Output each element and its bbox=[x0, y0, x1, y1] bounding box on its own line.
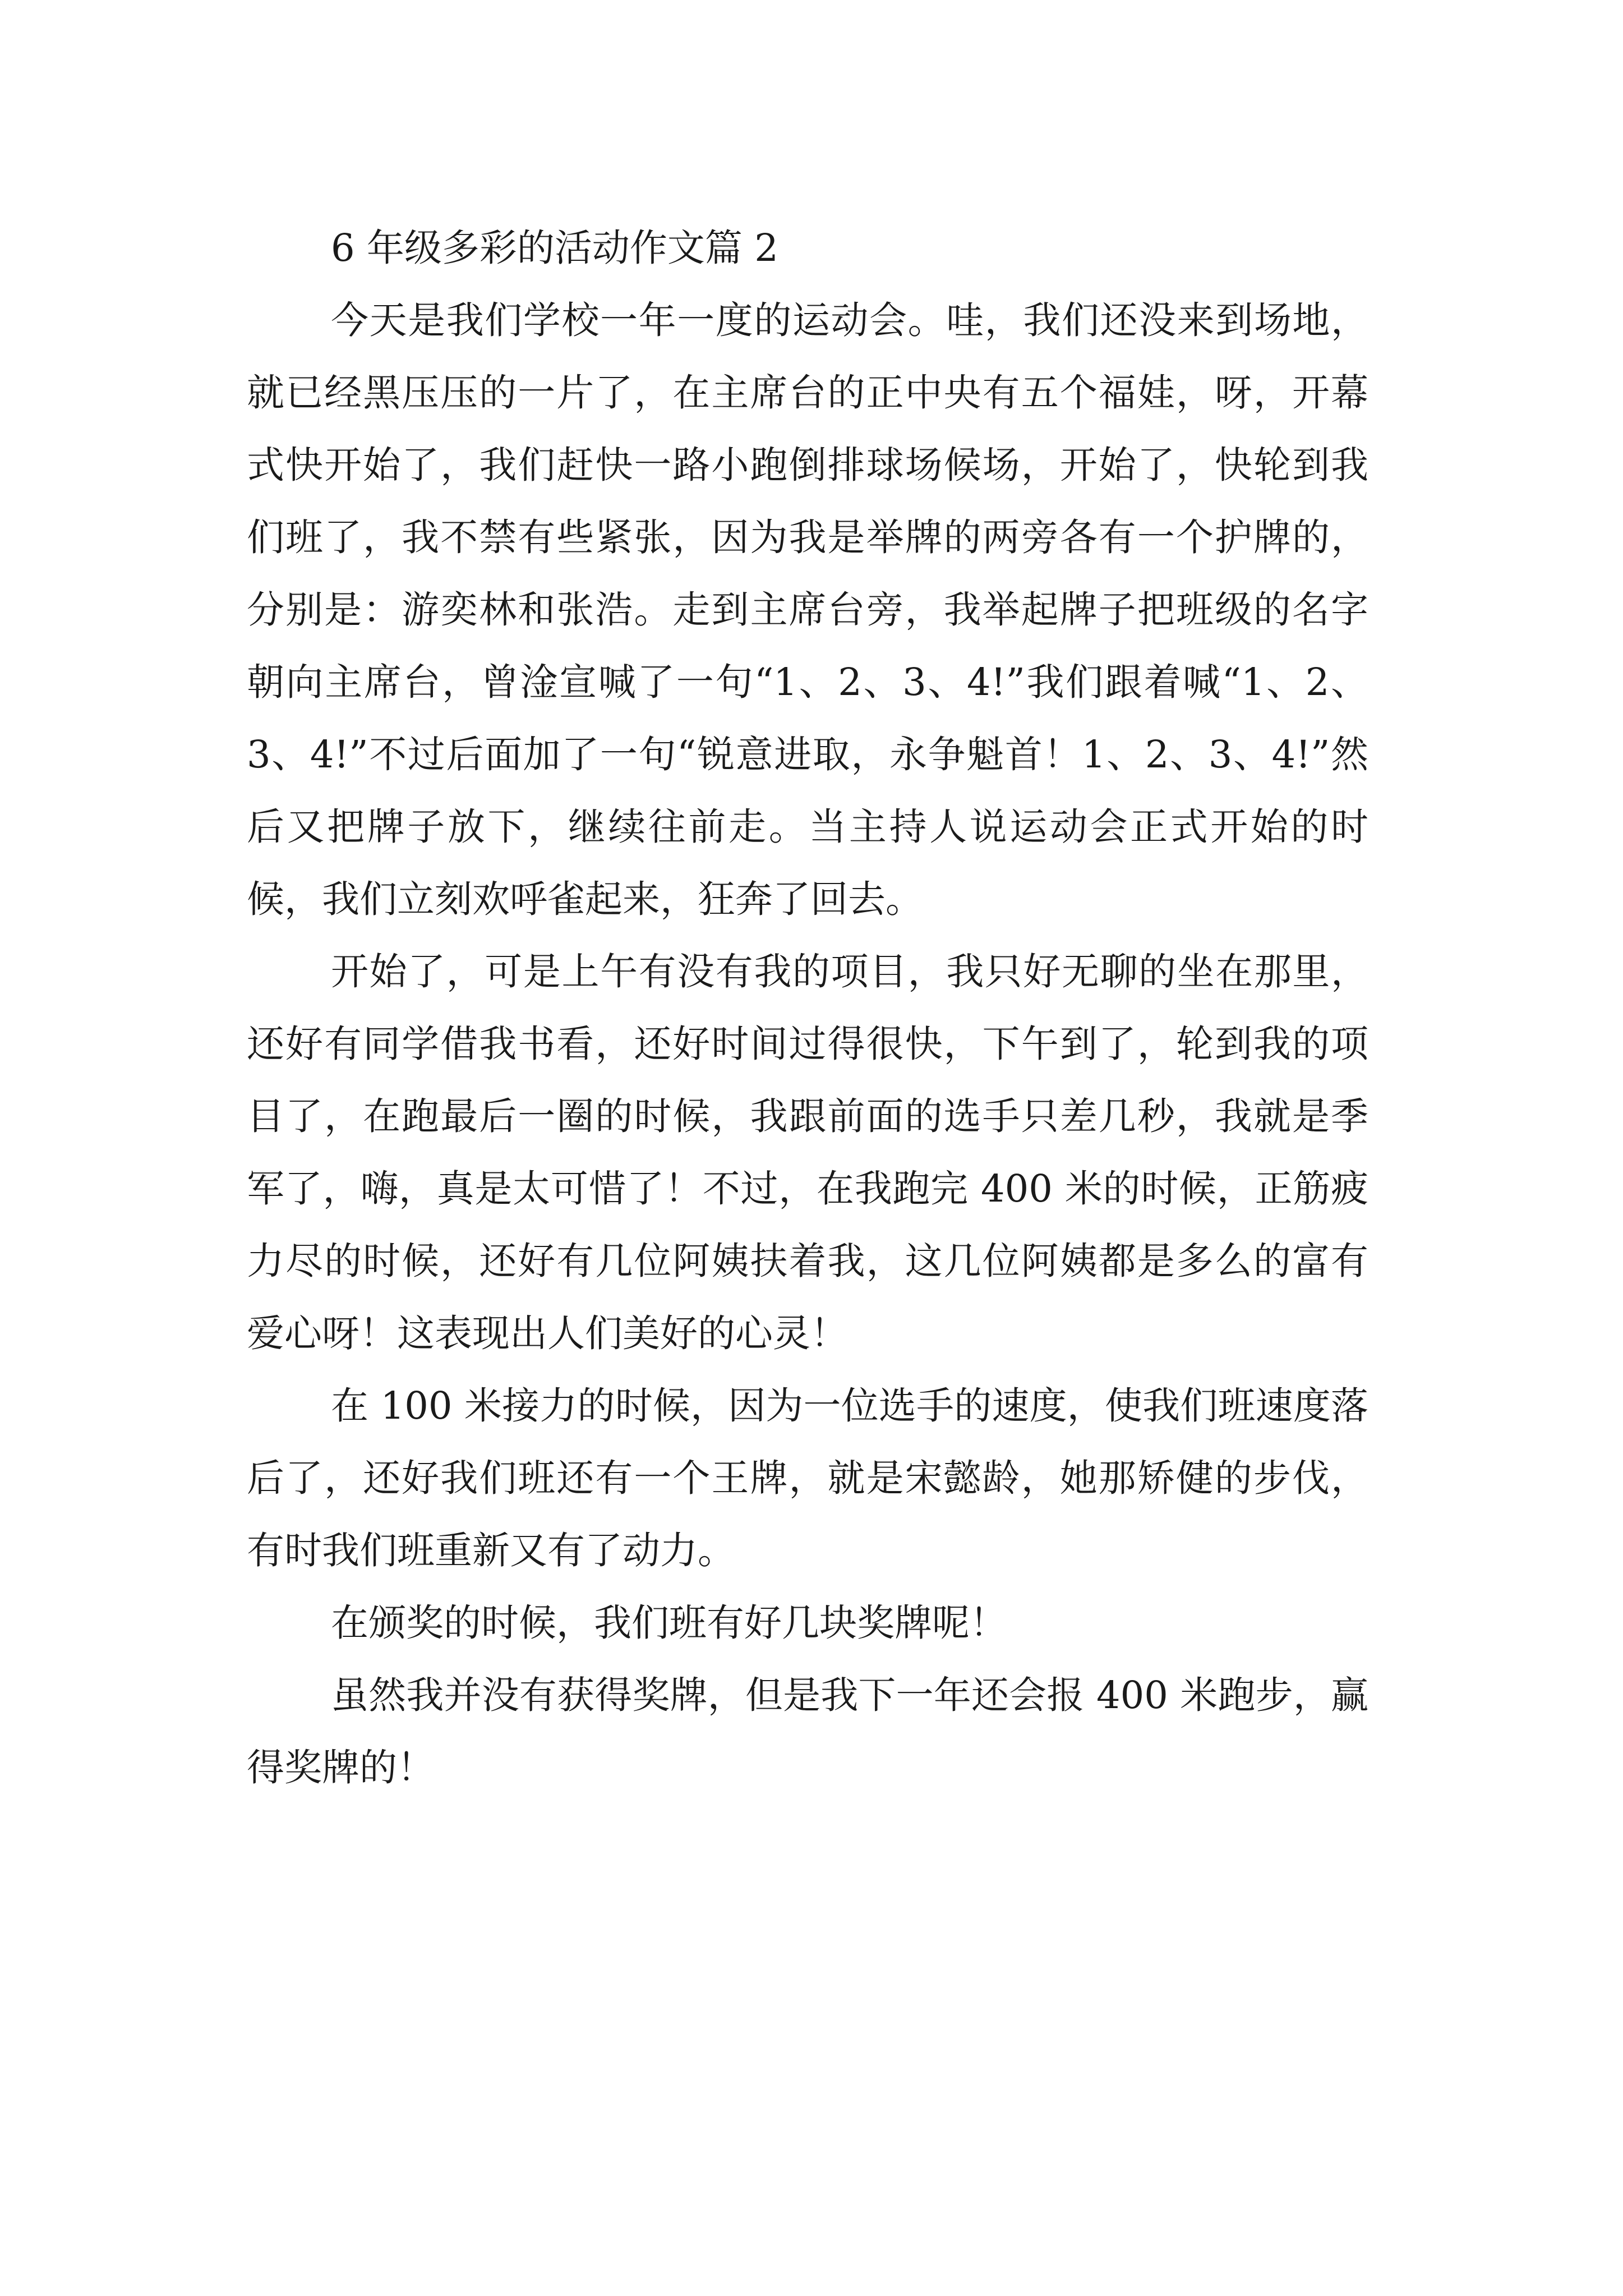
paragraph: 在颁奖的时候，我们班有好几块奖牌呢！ bbox=[331, 1601, 1007, 1645]
essay-title: 6 年级多彩的活动作文篇 2 bbox=[331, 226, 778, 270]
paragraph: 虽然我并没有获得奖牌，但是我下一年还会报 400 米跑步，赢得奖牌的！ bbox=[247, 1673, 1368, 1789]
paragraph: 开始了，可是上午有没有我的项目，我只好无聊的坐在那里，还好有同学借我书看，还好时间过得很快，下午到了，轮到我的项目了，在跑最后一圈的时候，我跟前面的选手只差几秒，我就是季军了，嗨，真是太可惜了！不过，在我跑完 400 米的时候，正筋疲力尽的时候，还好有几位阿姨扶着我，这几位阿姨都是多么的富有爱心呀！这表现出人们美好的心灵！ bbox=[247, 950, 1368, 1355]
paragraph: 今天是我们学校一年一度的运动会。哇，我们还没来到场地，就已经黑压压的一片了，在主席台的正中央有五个福娃，呀，开幕式快开始了，我们赶快一路小跑倒排球场候场，开始了，快轮到我们班了，我不禁有些紧张，因为我是举牌的两旁各有一个护牌的，分别是：游奕林和张浩。走到主席台旁，我举起牌子把班级的名字朝向主席台，曾淦宣喊了一句“1、2、3、4!”我们跟着喊“1、2、3、4!”不过后面加了一句“锐意进取，永争魁首！1、2、3、4!”然后又把牌子放下，继续往前走。当主持人说运动会正式开始的时候，我们立刻欢呼雀起来，狂奔了回去。 bbox=[247, 298, 1368, 921]
document-body bbox=[247, 212, 1368, 1804]
paragraph: 在 100 米接力的时候，因为一位选手的速度，使我们班速度落后了，还好我们班还有一个王牌，就是宋懿龄，她那矫健的步伐，有时我们班重新又有了动力。 bbox=[247, 1384, 1368, 1572]
